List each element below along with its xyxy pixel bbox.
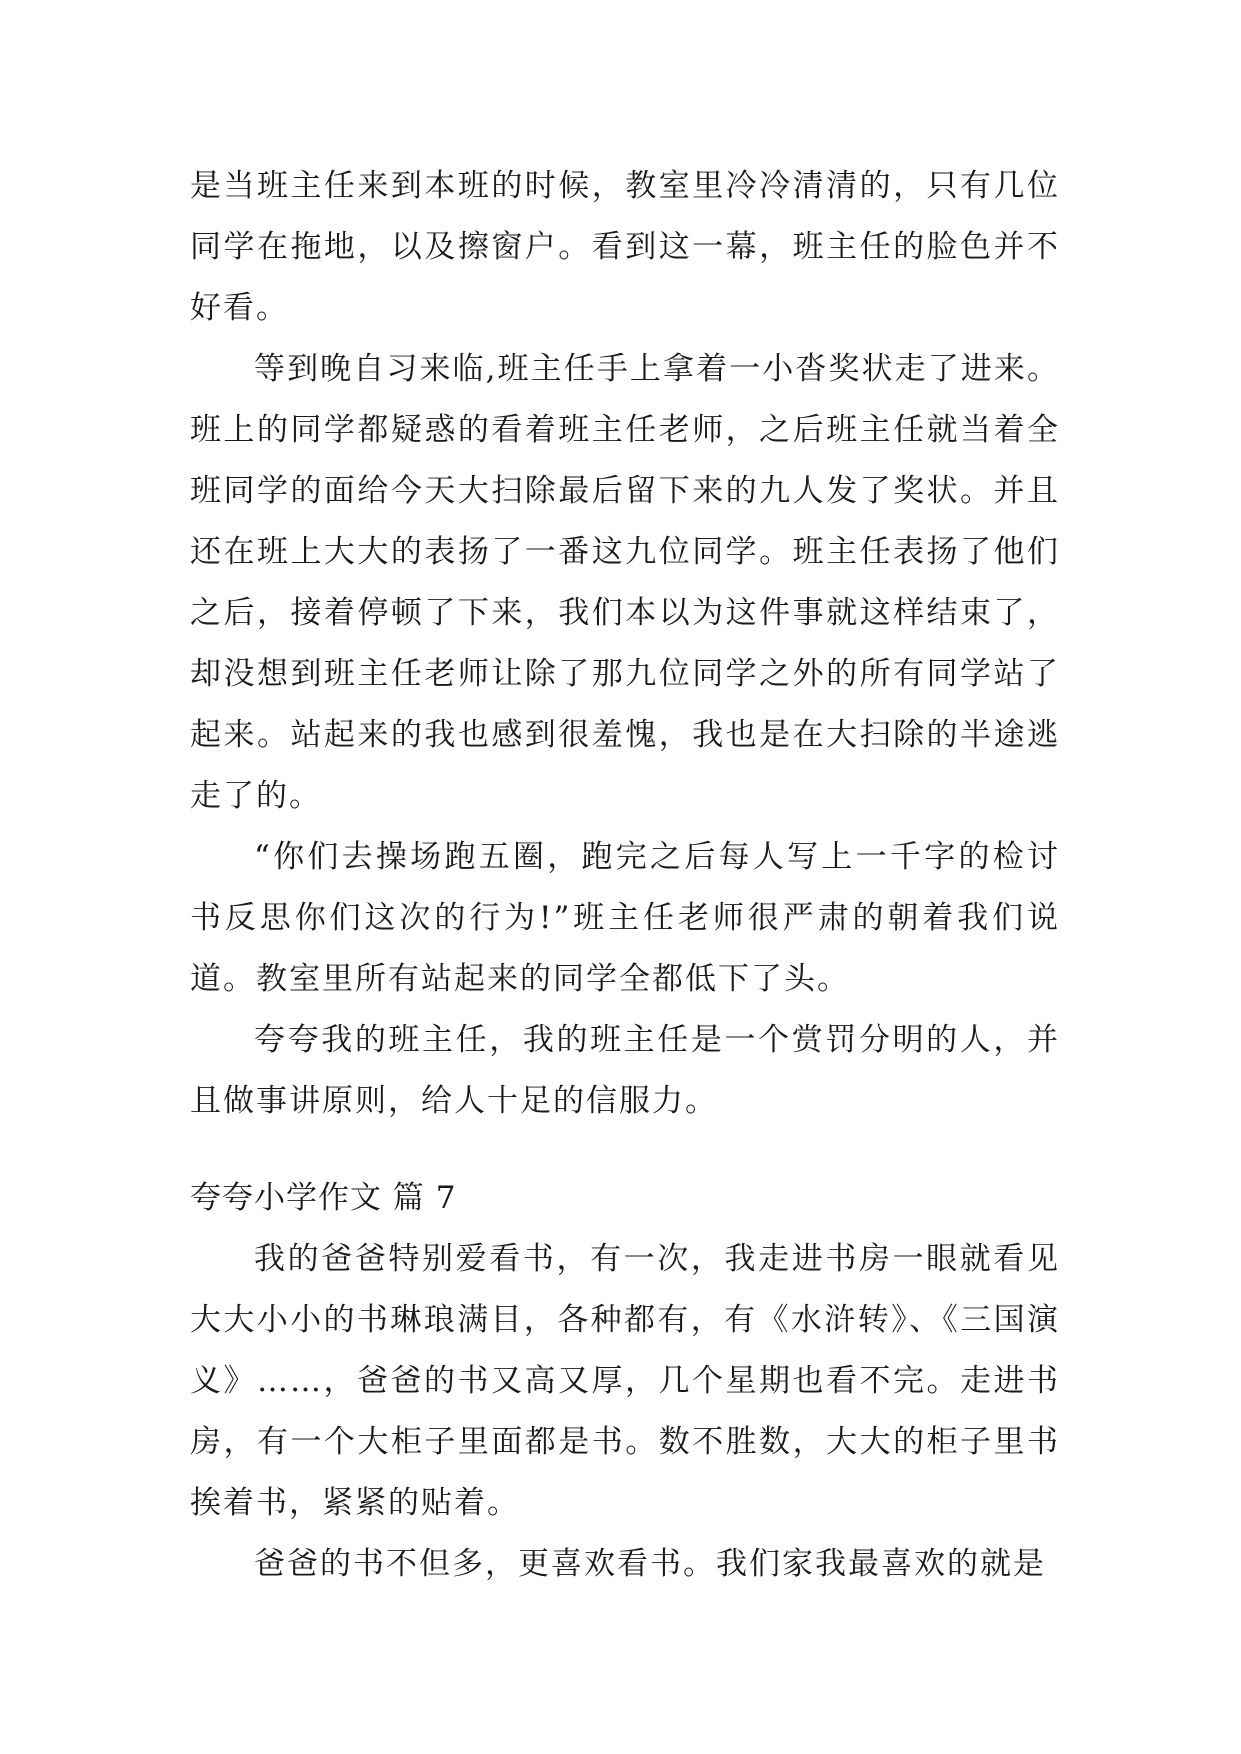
paragraph: 等到晚自习来临,班主任手上拿着一小沓奖状走了进来。班上的同学都疑惑的看着班主任老师，之后班主任就当着全班同学的面给今天大扫除最后留下来的九人发了奖状。并且还在班上大大的表扬了一番这九位同学。班主任表扬了他们之后，接着停顿了下来，我们本以为这件事就这样结束了，却没想到班主任老师让除了那九位同学之外的所有同学站了起来。站起来的我也感到很羞愧，我也是在大扫除的半途逃走了的。 <box>190 351 1060 814</box>
section-heading: 夸夸小学作文 篇 7 <box>190 1180 457 1216</box>
essay-body <box>190 156 1060 1595</box>
paragraph: 夸夸我的班主任，我的班主任是一个赏罚分明的人，并且做事讲原则，给人十足的信服力。 <box>190 1022 1060 1119</box>
paragraph: “你们去操场跑五圈，跑完之后每人写上一千字的检讨书反思你们这次的行为!”班主任老师很严肃的朝着我们说道。教室里所有站起来的同学全都低下了头。 <box>190 839 1060 997</box>
paragraph: 我的爸爸特别爱看书，有一次，我走进书房一眼就看见大大小小的书琳琅满目，各种都有，有《水浒转》、《三国演义》……，爸爸的书又高又厚，几个星期也看不完。走进书房，有一个大柜子里面都是书。数不胜数，大大的柜子里书挨着书，紧紧的贴着。 <box>190 1241 1060 1521</box>
paragraph: 爸爸的书不但多，更喜欢看书。我们家我最喜欢的就是 <box>254 1546 1046 1582</box>
paragraph-continued: 是当班主任来到本班的时候，教室里冷冷清清的，只有几位同学在拖地，以及擦窗户。看到这一幕，班主任的脸色并不好看。 <box>190 168 1060 326</box>
